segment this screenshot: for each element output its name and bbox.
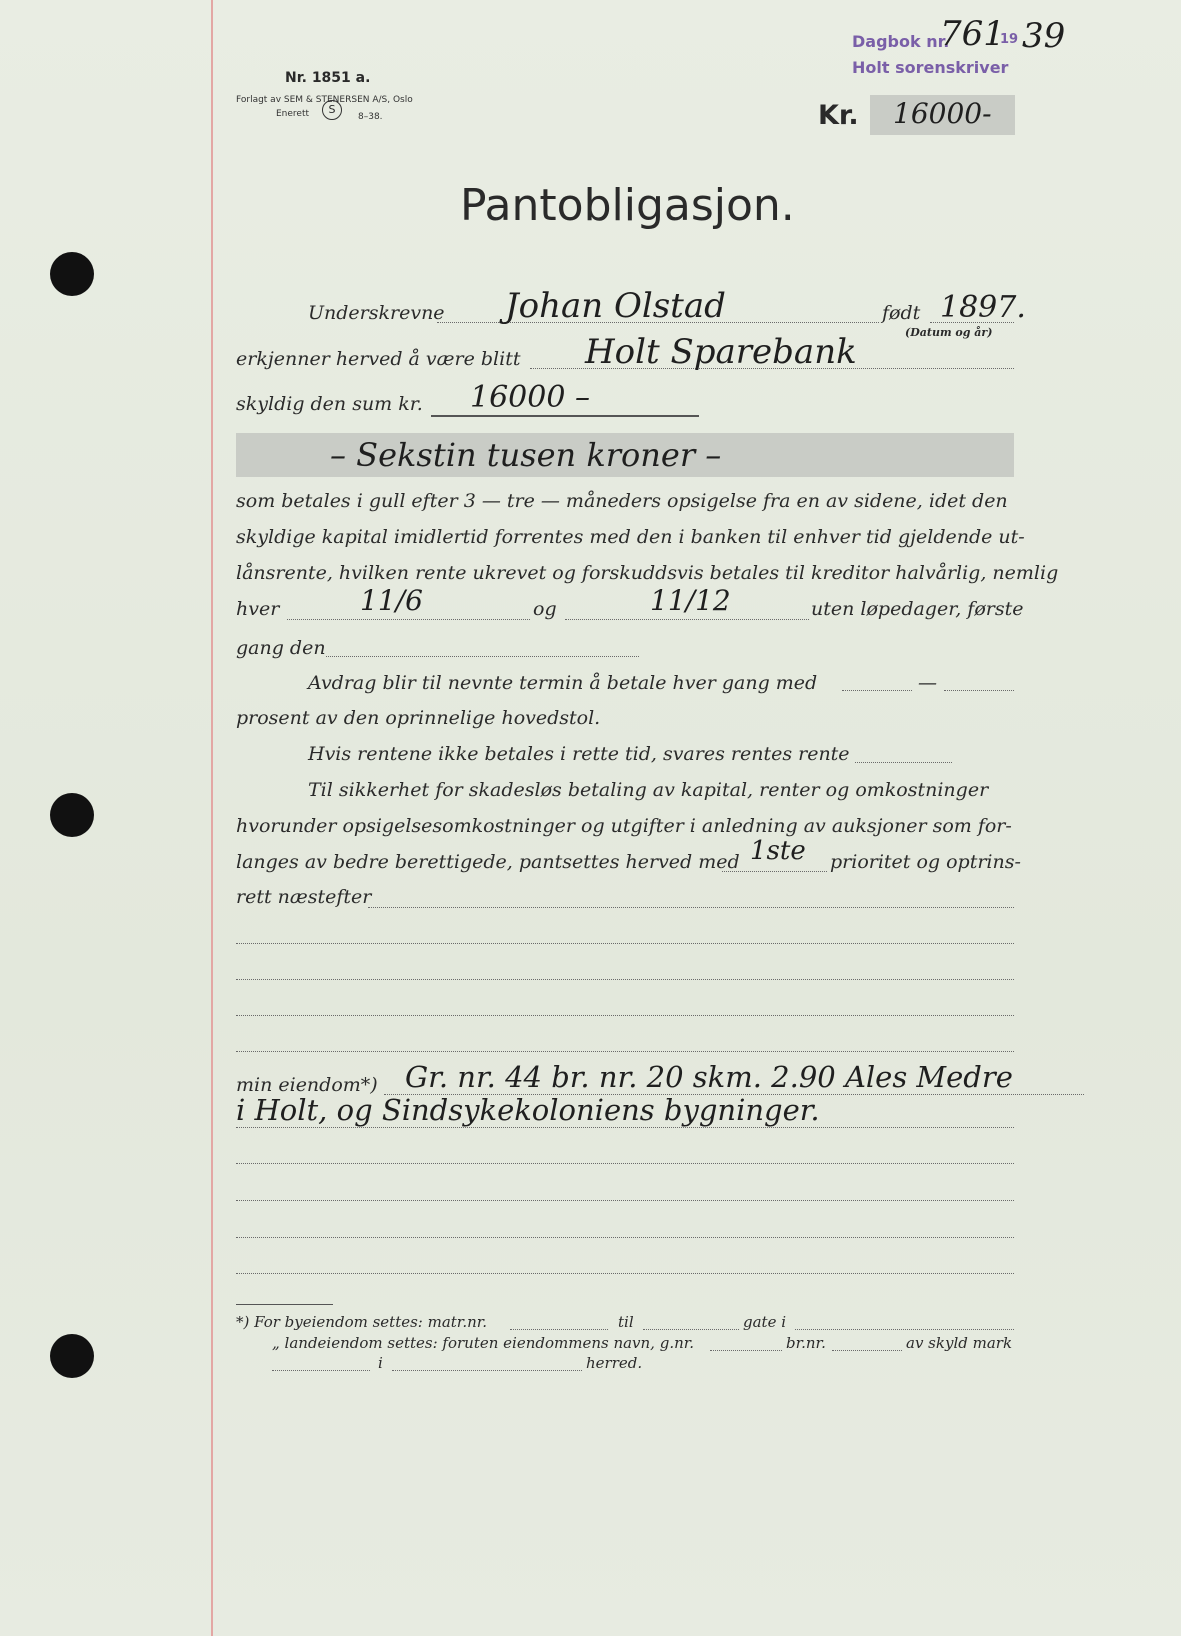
sikkerhet-line-2: hvorunder opsigelsesomkostninger og utgifter i anledning av auksjoner som for-	[236, 815, 1012, 837]
naestefter-line	[368, 907, 1014, 908]
blank-line-5	[236, 1163, 1014, 1164]
footnote-blank-5	[832, 1350, 902, 1351]
og-label: og	[533, 598, 557, 620]
blank-line-2	[236, 979, 1014, 980]
prioritet-hand: 1ste	[750, 836, 806, 866]
footnote-line-1b: til	[618, 1313, 634, 1331]
date2-line	[565, 619, 809, 620]
kr-label: Kr.	[818, 100, 859, 131]
avdrag-line: Avdrag blir til nevnte termin å betale hver gang med	[308, 672, 818, 694]
prosent-line: prosent av den oprinnelige hovedstol.	[236, 707, 601, 729]
body-line-1: som betales i gull efter 3 — tre — måneders opsigelse fra en av sidene, idet den	[236, 490, 1008, 512]
eiendom-line-2	[236, 1127, 1014, 1128]
fodt-label: født	[882, 302, 921, 324]
birth-year: 1897.	[940, 290, 1026, 325]
gang-line	[326, 656, 639, 657]
stamp-court-name: Holt sorenskriver	[852, 58, 1009, 77]
dagbok-number: 761	[940, 14, 1005, 54]
underskrevne-label: Underskrevne	[308, 302, 445, 324]
footnote-line-2c: av skyld mark	[906, 1334, 1013, 1352]
blank-line-3	[236, 1015, 1014, 1016]
footnote-blank-2	[643, 1329, 739, 1330]
sikkerhet-line-3a: langes av bedre berettigede, pantsettes herved med	[236, 851, 740, 873]
footnote-line-3a: i	[378, 1354, 383, 1372]
footnote-rule	[236, 1304, 333, 1305]
blank-line-8	[236, 1273, 1014, 1274]
sikkerhet-line-1: Til sikkerhet for skadesløs betaling av kapital, renter og omkostninger	[308, 779, 989, 801]
footnote-blank-6	[272, 1370, 370, 1371]
document-title: Pantobligasjon.	[460, 180, 795, 231]
sum-line	[431, 415, 699, 417]
punch-hole-middle	[50, 793, 94, 837]
datum-note: (Datum og år)	[905, 326, 993, 339]
date-code: 8–38.	[358, 112, 383, 122]
eiendom-label: min eiendom*)	[236, 1074, 378, 1096]
avdrag-blank-2	[944, 690, 1014, 691]
interest-date-1: 11/6	[360, 584, 423, 617]
interest-date-2: 11/12	[650, 584, 731, 617]
uten-label: uten løpedager, første	[811, 598, 1024, 620]
date1-line	[287, 619, 530, 620]
punch-hole-top	[50, 252, 94, 296]
punch-hole-bottom	[50, 1334, 94, 1378]
blank-line-1	[236, 943, 1014, 944]
footnote-blank-3	[795, 1329, 1014, 1330]
prioritet-line	[722, 871, 827, 872]
sikkerhet-line-3b: prioritet og optrins-	[830, 851, 1021, 873]
footnote-line-1c: gate i	[743, 1313, 787, 1331]
naestefter-label: rett næstefter	[236, 886, 372, 908]
stamp-year-prefix: 19	[1000, 32, 1019, 47]
avdrag-blank-1	[842, 690, 912, 691]
publisher-logo: S	[322, 100, 342, 120]
footnote-line-2a: „ landeiendom settes: foruten eiendommens navn, g.nr.	[272, 1334, 695, 1352]
footnote-blank-7	[392, 1370, 582, 1371]
sum-digits: 16000 –	[470, 380, 590, 415]
renter-line: Hvis rentene ikke betales i rette tid, svares rentes rente	[308, 743, 850, 765]
eiendom-hand-2: i Holt, og Sindsykekoloniens bygninger.	[236, 1093, 820, 1127]
erkjenner-label: erkjenner herved å være blitt	[236, 348, 521, 370]
eiendom-hand-1: Gr. nr. 44 br. nr. 20 skm. 2.90 Ales Medre	[405, 1060, 1013, 1094]
renter-blank	[855, 762, 952, 763]
publisher-line: Forlagt av SEM & STENERSEN A/S, Oslo	[236, 95, 413, 105]
form-number: Nr. 1851 a.	[285, 70, 371, 86]
kr-amount: 16000-	[893, 97, 992, 130]
footnote-line-1a: *) For byeiendom settes: matr.nr.	[236, 1313, 488, 1331]
stamp-dagbok-label: Dagbok nr.	[852, 32, 950, 51]
blank-line-6	[236, 1200, 1014, 1201]
hver-label: hver	[236, 598, 280, 620]
footnote-blank-1	[510, 1329, 608, 1330]
gang-label: gang den	[236, 637, 326, 659]
creditor-name: Holt Sparebank	[585, 332, 857, 372]
footnote-line-3b: herred.	[586, 1354, 643, 1372]
skyldig-label: skyldig den sum kr.	[236, 393, 423, 415]
footnote-line-2b: br.nr.	[786, 1334, 826, 1352]
footnote-blank-4	[710, 1350, 782, 1351]
blank-line-7	[236, 1237, 1014, 1238]
enerett-label: Enerett	[276, 109, 310, 119]
debtor-name: Johan Olstad	[505, 286, 726, 326]
sum-words: – Sekstin tusen kroner –	[330, 436, 722, 474]
year-handwritten: 39	[1022, 16, 1066, 56]
body-line-2: skyldige kapital imidlertid forrentes med den i banken til enhver tid gjeldende ut-	[236, 526, 1025, 548]
margin-rule	[211, 0, 213, 1636]
body-line-3: lånsrente, hvilken rente ukrevet og forskuddsvis betales til kreditor halvårlig, nemlig	[236, 562, 1059, 584]
blank-line-4	[236, 1051, 1014, 1052]
avdrag-dash: —	[918, 672, 937, 694]
